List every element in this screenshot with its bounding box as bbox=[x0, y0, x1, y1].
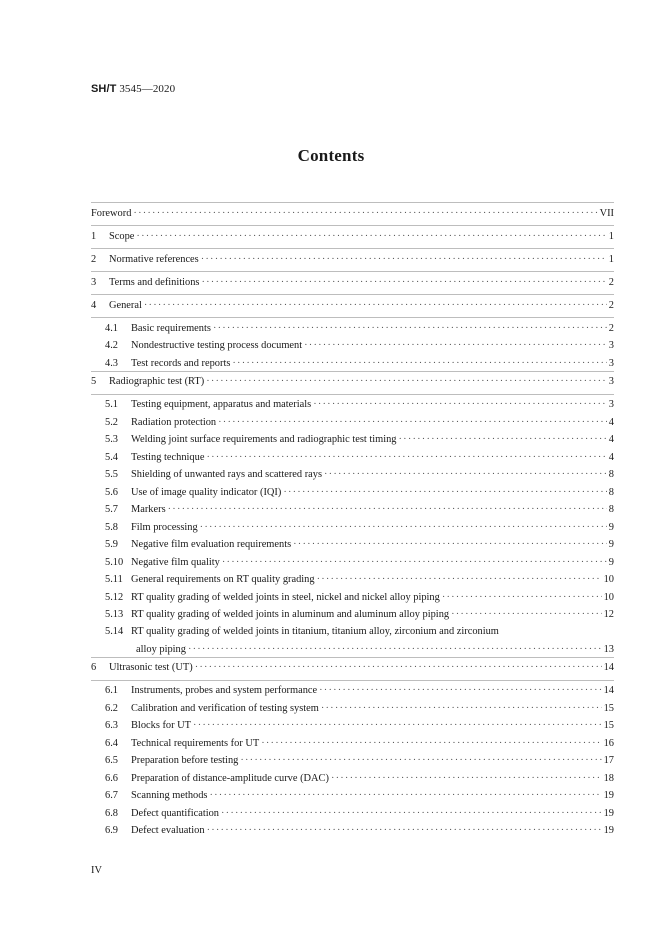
toc-subentry[interactable] bbox=[91, 318, 614, 336]
toc-entry-text: Technical requirements for UT bbox=[131, 737, 260, 749]
toc-entry-2[interactable] bbox=[91, 249, 614, 271]
toc-subentry[interactable] bbox=[91, 430, 614, 448]
toc-entry-page: 14 bbox=[603, 685, 614, 696]
toc-entry-6[interactable] bbox=[91, 658, 614, 680]
leader-dots bbox=[283, 487, 606, 499]
toc-entry-page: 17 bbox=[603, 755, 614, 766]
standard-code: 3545—2020 bbox=[119, 83, 176, 95]
leader-dots bbox=[206, 376, 607, 388]
toc-entry-text: Testing technique bbox=[131, 451, 205, 463]
leader-dots bbox=[201, 254, 607, 266]
toc-entry-number: 3 bbox=[91, 276, 97, 288]
toc-entry-text: General bbox=[109, 299, 142, 311]
toc-entry-number: 6.6 bbox=[105, 772, 118, 784]
toc-entry-page: 9 bbox=[608, 556, 614, 568]
toc-subsection-list-5 bbox=[91, 395, 614, 657]
toc-subentry[interactable] bbox=[91, 716, 614, 734]
toc-entry-page: 8 bbox=[608, 504, 614, 515]
toc-entry-text: Test records and reports bbox=[131, 357, 231, 369]
toc-entry-text: Foreword bbox=[91, 207, 132, 219]
toc-entry-text: Preparation of distance-amplitude curve (DAC) bbox=[131, 772, 329, 784]
toc-subentry[interactable] bbox=[91, 681, 614, 699]
toc-subsection-list-4 bbox=[91, 318, 614, 371]
toc-subentry[interactable] bbox=[91, 447, 614, 465]
toc-entry-text: Terms and definitions bbox=[109, 276, 200, 288]
toc-entry-number: 5.12 bbox=[105, 591, 124, 603]
toc-subentry[interactable] bbox=[91, 821, 614, 839]
toc-entry-page: 9 bbox=[608, 521, 614, 533]
leader-dots bbox=[222, 557, 607, 569]
toc-subentry[interactable] bbox=[91, 622, 614, 639]
toc-entry-page: 8 bbox=[608, 469, 614, 480]
toc-subentry[interactable] bbox=[91, 482, 614, 500]
toc-entry-text: Film processing bbox=[131, 521, 198, 533]
standard-number bbox=[91, 83, 175, 95]
toc-subentry[interactable] bbox=[91, 733, 614, 751]
toc-entry-page: VII bbox=[599, 207, 614, 219]
toc-entry-page: 3 bbox=[608, 399, 614, 410]
toc-entry-page: 18 bbox=[603, 772, 614, 784]
toc-entry-text: RT quality grading of welded joints in aluminum and aluminum alloy piping bbox=[131, 609, 450, 620]
leader-dots bbox=[188, 644, 602, 656]
toc-entry-page: 2 bbox=[608, 276, 614, 288]
leader-dots bbox=[168, 504, 607, 516]
toc-entry-number: 5.6 bbox=[105, 486, 118, 498]
toc-subentry[interactable] bbox=[91, 751, 614, 769]
leader-dots bbox=[304, 340, 607, 352]
toc-entry-text: Testing equipment, apparatus and materials bbox=[131, 399, 312, 410]
toc-entry-page: 15 bbox=[603, 720, 614, 731]
toc-entry-number: 1 bbox=[91, 230, 97, 242]
toc-entry-1[interactable] bbox=[91, 226, 614, 248]
toc-entry-text: Basic requirements bbox=[131, 322, 211, 334]
toc-subentry[interactable] bbox=[91, 535, 614, 553]
toc-entry-number: 4 bbox=[91, 299, 97, 311]
toc-entry-page: 10 bbox=[603, 574, 614, 585]
toc-entry-text: Preparation before testing bbox=[131, 755, 239, 766]
toc-entry-text: Normative references bbox=[109, 253, 199, 265]
toc-entry-page: 16 bbox=[603, 737, 614, 749]
toc-entry-page: 10 bbox=[603, 591, 614, 603]
toc-subentry[interactable] bbox=[91, 353, 614, 371]
leader-dots bbox=[206, 452, 606, 464]
toc-subentry[interactable] bbox=[91, 395, 614, 413]
toc-entry-number: 6 bbox=[91, 662, 97, 673]
toc-entry-page: 19 bbox=[603, 825, 614, 836]
toc-entry-text: Defect evaluation bbox=[131, 825, 205, 836]
page-title: Contents bbox=[297, 146, 365, 165]
toc-entry-number: 5.14 bbox=[105, 626, 124, 637]
leader-dots bbox=[209, 790, 601, 802]
page-number: IV bbox=[91, 865, 102, 876]
toc-entry-page: 3 bbox=[608, 340, 614, 351]
leader-dots bbox=[451, 609, 602, 621]
toc-entry-page: 2 bbox=[608, 322, 614, 334]
toc-entry-number: 5.11 bbox=[105, 574, 123, 585]
toc-entry-text: Welding joint surface requirements and radiographic test timing bbox=[131, 434, 397, 445]
toc-entry-page: 14 bbox=[603, 662, 614, 673]
toc-subentry[interactable] bbox=[91, 552, 614, 570]
toc-subentry[interactable] bbox=[91, 465, 614, 483]
toc-entry-text: Use of image quality indicator (IQI) bbox=[131, 486, 282, 498]
toc-subentry[interactable] bbox=[91, 698, 614, 716]
toc-subentry[interactable] bbox=[91, 768, 614, 786]
leader-dots bbox=[195, 662, 602, 674]
toc-entry-number: 4.3 bbox=[105, 357, 118, 369]
leader-dots bbox=[261, 738, 601, 750]
toc-entry-text: General requirements on RT quality grading bbox=[131, 574, 315, 585]
toc-entry-text: Ultrasonic test (UT) bbox=[109, 662, 193, 673]
toc-entry-number: 5.5 bbox=[105, 469, 118, 480]
toc-entry-text: Scope bbox=[109, 230, 135, 242]
leader-dots bbox=[144, 300, 607, 312]
leader-dots bbox=[133, 208, 597, 220]
toc-entry-page: 1 bbox=[608, 230, 614, 242]
toc-entry-number: 5.2 bbox=[105, 416, 118, 428]
leader-dots bbox=[321, 703, 602, 715]
toc-entry-text: RT quality grading of welded joints in titanium, titanium alloy, zirconium and zirconium bbox=[131, 626, 499, 637]
toc-entry-text: Blocks for UT bbox=[131, 720, 192, 731]
toc-entry-number: 6.1 bbox=[105, 685, 118, 696]
leader-dots bbox=[221, 808, 602, 820]
toc-entry-page: 4 bbox=[608, 451, 614, 463]
toc-entry-page: 1 bbox=[608, 253, 614, 265]
toc-subentry[interactable] bbox=[91, 803, 614, 821]
toc-entry-text: Shielding of unwanted rays and scattered rays bbox=[131, 469, 323, 480]
toc-entry-number: 4.2 bbox=[105, 340, 118, 351]
toc-entry-page: 12 bbox=[603, 609, 614, 620]
toc-entry-number: 5.7 bbox=[105, 504, 118, 515]
leader-dots bbox=[324, 469, 607, 481]
toc-entry-page: 4 bbox=[608, 434, 614, 445]
leader-dots bbox=[200, 522, 607, 534]
toc-subentry[interactable] bbox=[91, 605, 614, 623]
toc-entry-text: Negative film evaluation requirements bbox=[131, 539, 292, 550]
table-of-contents bbox=[91, 202, 614, 838]
toc-entry-page: 13 bbox=[603, 643, 614, 655]
toc-entry-text: Instruments, probes and system performance bbox=[131, 685, 318, 696]
toc-entry-number: 5.8 bbox=[105, 521, 118, 533]
toc-entry-text: RT quality grading of welded joints in steel, nickel and nickel alloy piping bbox=[131, 591, 440, 603]
leader-dots bbox=[399, 434, 607, 446]
toc-entry-number: 5.13 bbox=[105, 609, 124, 620]
toc-entry-number: 5.4 bbox=[105, 451, 118, 463]
toc-entry-number: 5.3 bbox=[105, 434, 118, 445]
toc-entry-number: 4.1 bbox=[105, 322, 118, 334]
toc-entry-text: Radiation protection bbox=[131, 416, 217, 428]
toc-entry-number: 5.1 bbox=[105, 399, 118, 410]
leader-dots bbox=[193, 720, 602, 732]
leader-dots bbox=[319, 685, 601, 697]
leader-dots bbox=[213, 323, 607, 335]
toc-entry-number: 6.2 bbox=[105, 702, 118, 714]
toc-entry-foreword[interactable] bbox=[91, 203, 614, 225]
leader-dots bbox=[218, 417, 607, 429]
toc-entry-text: Calibration and verification of testing system bbox=[131, 702, 319, 714]
standard-prefix: SH/T bbox=[91, 83, 117, 95]
leader-dots bbox=[442, 592, 602, 604]
toc-entry-number: 5.10 bbox=[105, 556, 124, 568]
toc-subentry[interactable] bbox=[91, 500, 614, 518]
toc-subentry[interactable] bbox=[91, 786, 614, 804]
toc-entry-page: 9 bbox=[608, 539, 614, 550]
toc-entry-text: Radiographic test (RT) bbox=[109, 376, 205, 387]
toc-subentry[interactable] bbox=[91, 587, 614, 605]
toc-entry-text: Negative film quality bbox=[131, 556, 220, 568]
toc-subentry[interactable] bbox=[91, 412, 614, 430]
toc-entry-text: Nondestructive testing process document bbox=[131, 340, 303, 351]
leader-dots bbox=[293, 539, 607, 551]
toc-entry-page: 3 bbox=[608, 357, 614, 369]
leader-dots bbox=[317, 574, 602, 586]
toc-entry-4[interactable] bbox=[91, 295, 614, 317]
toc-subentry-continuation[interactable] bbox=[91, 639, 614, 657]
toc-entry-text: Markers bbox=[131, 504, 166, 515]
toc-entry-number: 2 bbox=[91, 253, 97, 265]
toc-entry-number: 6.4 bbox=[105, 737, 118, 749]
leader-dots bbox=[331, 773, 602, 785]
toc-entry-page: 8 bbox=[608, 486, 614, 498]
toc-entry-text: alloy piping bbox=[136, 643, 186, 655]
toc-entry-3[interactable] bbox=[91, 272, 614, 294]
toc-entry-page: 4 bbox=[608, 416, 614, 428]
toc-entry-number: 6.5 bbox=[105, 755, 118, 766]
leader-dots bbox=[313, 399, 607, 411]
leader-dots bbox=[207, 825, 602, 837]
toc-entry-page: 2 bbox=[608, 299, 614, 311]
toc-subentry[interactable] bbox=[91, 570, 614, 588]
toc-entry-5[interactable] bbox=[91, 372, 614, 394]
toc-entry-page: 19 bbox=[603, 790, 614, 801]
toc-entry-number: 5 bbox=[91, 376, 97, 387]
toc-entry-page: 15 bbox=[603, 702, 614, 714]
toc-entry-number: 6.8 bbox=[105, 807, 118, 819]
toc-subentry[interactable] bbox=[91, 517, 614, 535]
toc-subsection-list-6 bbox=[91, 681, 614, 839]
leader-dots bbox=[136, 231, 606, 243]
toc-subentry[interactable] bbox=[91, 336, 614, 354]
toc-entry-text: Scanning methods bbox=[131, 790, 208, 801]
toc-entry-page: 19 bbox=[603, 807, 614, 819]
leader-dots bbox=[201, 277, 606, 289]
leader-dots bbox=[240, 755, 601, 767]
toc-entry-number: 6.9 bbox=[105, 825, 118, 836]
toc-entry-number: 6.7 bbox=[105, 790, 118, 801]
toc-entry-number: 6.3 bbox=[105, 720, 118, 731]
toc-entry-page: 3 bbox=[608, 376, 614, 387]
leader-dots bbox=[232, 358, 606, 370]
toc-entry-text: Defect quantification bbox=[131, 807, 219, 819]
toc-entry-number: 5.9 bbox=[105, 539, 118, 550]
